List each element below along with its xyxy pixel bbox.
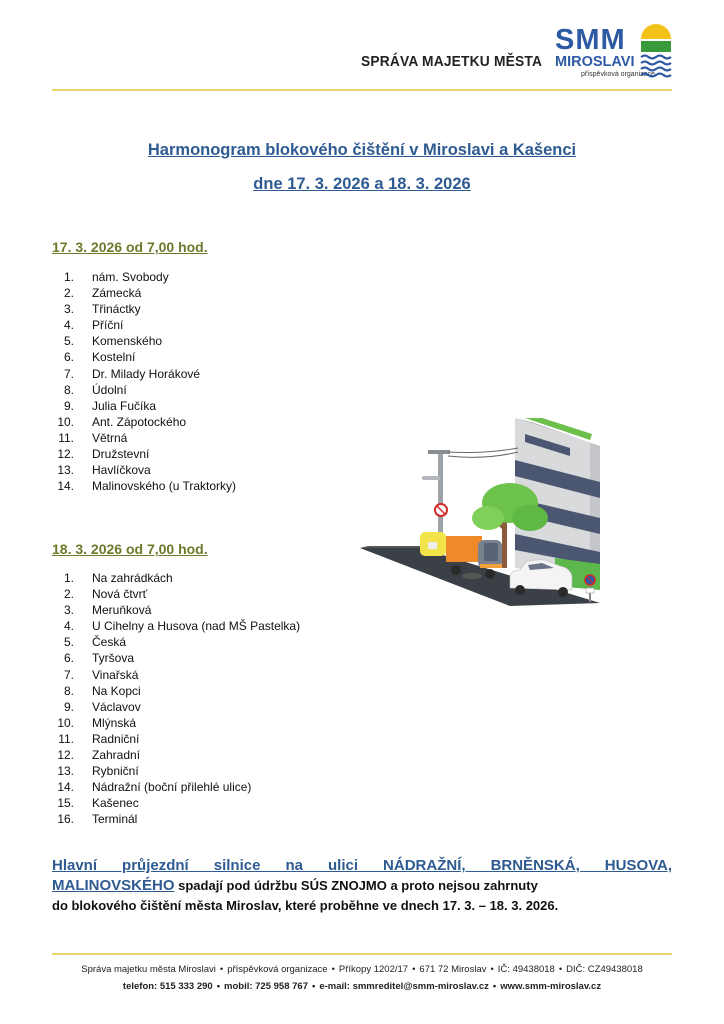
street-name: Kašenec	[92, 796, 139, 811]
street-name: Větrná	[92, 430, 128, 445]
street-item	[0, 586, 300, 602]
street-name: Komenského	[92, 334, 163, 349]
footer-separator: •	[558, 964, 563, 975]
street-number: 2.	[63, 286, 74, 301]
street-number: 8.	[63, 382, 74, 397]
street-number: 2.	[63, 587, 74, 602]
street-number: 3.	[63, 302, 74, 317]
street-name: Zahradní	[92, 748, 141, 763]
street-item	[0, 398, 236, 414]
day1-street-list	[0, 269, 236, 494]
day1-heading: 17. 3. 2026 od 7,00 hod.	[52, 239, 208, 255]
street-name: Rybniční	[92, 764, 139, 779]
street-number: 4.	[63, 318, 74, 333]
logo-emblem-icon	[639, 22, 673, 78]
street-number: 10.	[57, 715, 74, 730]
street-number: 6.	[63, 350, 74, 365]
footer-item: příspěvková organizace	[227, 964, 328, 975]
footer-item: mobil: 725 958 767	[224, 981, 308, 992]
letterhead	[0, 0, 724, 95]
footer-item: IČ: 49438018	[497, 964, 555, 975]
street-name: Malinovského (u Traktorky)	[92, 479, 237, 494]
street-sweeper-truck	[446, 536, 482, 562]
street-name: Ant. Zápotockého	[92, 414, 187, 429]
header-divider	[52, 89, 672, 91]
street-number: 13.	[57, 463, 74, 478]
street-name: Kostelní	[92, 350, 136, 365]
street-name: Mlýnská	[92, 715, 137, 730]
street-number: 8.	[63, 683, 74, 698]
street-item	[0, 650, 300, 666]
street-number: 5.	[63, 635, 74, 650]
street-number: 12.	[57, 447, 74, 462]
street-item	[0, 446, 236, 462]
street-number: 14.	[57, 479, 74, 494]
street-item	[0, 618, 300, 634]
street-name: Zámecká	[92, 286, 142, 301]
street-item	[0, 683, 300, 699]
footer-separator: •	[216, 981, 221, 992]
street-number: 6.	[63, 651, 74, 666]
street-item	[0, 763, 300, 779]
footer-contact-line	[0, 981, 724, 992]
street-item	[0, 349, 236, 365]
footer-item: www.smm-miroslav.cz	[500, 981, 602, 992]
street-name: Údolní	[92, 382, 127, 397]
footer-separator: •	[311, 981, 316, 992]
street-number: 5.	[63, 334, 74, 349]
logo-miroslavi-text: MIROSLAVI	[555, 54, 635, 70]
street-number: 16.	[57, 812, 74, 827]
street-name: U Cihelny a Husova (nad MŠ Pastelka)	[92, 619, 301, 634]
logo-smm-text: SMM	[555, 24, 626, 56]
street-name: Vinařská	[92, 667, 139, 682]
street-name: Nová čtvrť	[92, 587, 148, 602]
street-name: Na zahrádkách	[92, 571, 173, 585]
street-item	[0, 382, 236, 398]
footer-item: telefon: 515 333 290	[122, 981, 213, 992]
street-item	[0, 269, 236, 285]
footer-item: 671 72 Miroslav	[419, 964, 487, 975]
footer-address-line	[0, 964, 724, 975]
day2-street-list	[0, 570, 300, 828]
street-name: Česká	[92, 635, 127, 650]
footer-item: DIČ: CZ49438018	[566, 964, 643, 975]
footer-divider	[52, 953, 672, 955]
footer-separator: •	[331, 964, 335, 975]
street-item	[0, 795, 300, 811]
footer-separator: •	[219, 964, 224, 975]
street-number: 7.	[63, 366, 74, 381]
logo-subtitle: příspěvková organizace	[581, 71, 655, 78]
street-name: Julia Fučíka	[92, 398, 157, 413]
street-item	[0, 285, 236, 301]
street-number: 11.	[58, 430, 74, 445]
notice-paragraph	[52, 856, 672, 916]
street-number: 10.	[57, 414, 74, 429]
street-name: Družstevní	[92, 447, 150, 462]
street-number: 7.	[63, 667, 74, 682]
street-item	[0, 699, 300, 715]
street-name: Terminál	[92, 812, 138, 827]
footer-item: Správa majetku města Miroslavi	[81, 964, 216, 975]
notice-text-b: do blokového čištění města Miroslav, které proběhne ve dnech 17. 3. – 18. 3. 2026.	[52, 898, 559, 913]
street-number: 9.	[63, 398, 74, 413]
street-item	[0, 366, 236, 382]
street-item	[0, 301, 236, 317]
street-number: 9.	[63, 699, 74, 714]
street-item	[0, 715, 300, 731]
street-number: 12.	[57, 748, 74, 763]
document-title: Harmonogram blokového čištění v Miroslavi a Kašenci	[147, 141, 577, 159]
org-name: SPRÁVA MAJETKU MĚSTA	[361, 54, 543, 70]
street-name: Radniční	[92, 731, 140, 746]
street-name: Příční	[92, 318, 124, 333]
street-name: Dr. Milady Horákové	[92, 366, 201, 381]
notice-main-roads-cont: MALINOVSKÉHO	[52, 877, 175, 894]
footer-item: e-mail: smmreditel@smm-miroslav.cz	[319, 981, 489, 992]
day2-heading: 18. 3. 2026 od 7,00 hod.	[52, 541, 208, 557]
street-number: 1.	[63, 571, 74, 585]
street-number: 3.	[63, 603, 74, 618]
footer-item: Příkopy 1202/17	[338, 964, 409, 975]
street-name: Nádražní (boční přilehlé ulice)	[92, 780, 252, 795]
notice-text-a: spadají pod údržbu SÚS ZNOJMO a proto nejsou zahrnuty	[174, 878, 538, 893]
street-item	[0, 478, 236, 494]
street-item	[0, 779, 300, 795]
footer-separator: •	[492, 981, 497, 992]
street-name: Tyršova	[92, 651, 135, 666]
street-item	[0, 667, 300, 683]
street-name: Havlíčkova	[92, 463, 151, 478]
street-item	[0, 634, 300, 650]
notice-main-roads: Hlavní průjezdní silnice na ulici NÁDRAŽNÍ, BRNĚNSKÁ, HUSOVA,	[52, 857, 672, 874]
street-number: 15.	[57, 796, 74, 811]
street-name: Na Kopci	[92, 683, 141, 698]
street-number: 4.	[63, 619, 74, 634]
street-item	[0, 602, 300, 618]
footer-separator: •	[412, 964, 416, 975]
street-item	[0, 333, 236, 349]
street-number: 14.	[57, 780, 74, 795]
street-item	[0, 570, 300, 586]
street-name: Třináctky	[92, 302, 141, 317]
footer-separator: •	[490, 964, 494, 975]
street-item	[0, 414, 236, 430]
street-name: nám. Svobody	[92, 270, 169, 284]
street-item	[0, 731, 300, 747]
street-item	[0, 747, 300, 763]
street-item	[0, 462, 236, 478]
street-item	[0, 811, 300, 827]
street-item	[0, 317, 236, 333]
street-name: Václavov	[92, 699, 141, 714]
street-item	[0, 430, 236, 446]
street-number: 11.	[58, 731, 74, 746]
document-date: dne 17. 3. 2026 a 18. 3. 2026	[253, 175, 471, 193]
street-number: 13.	[57, 764, 74, 779]
street-name: Meruňková	[92, 603, 152, 618]
street-cleaning-illustration	[360, 418, 615, 608]
street-number: 1.	[63, 270, 74, 284]
